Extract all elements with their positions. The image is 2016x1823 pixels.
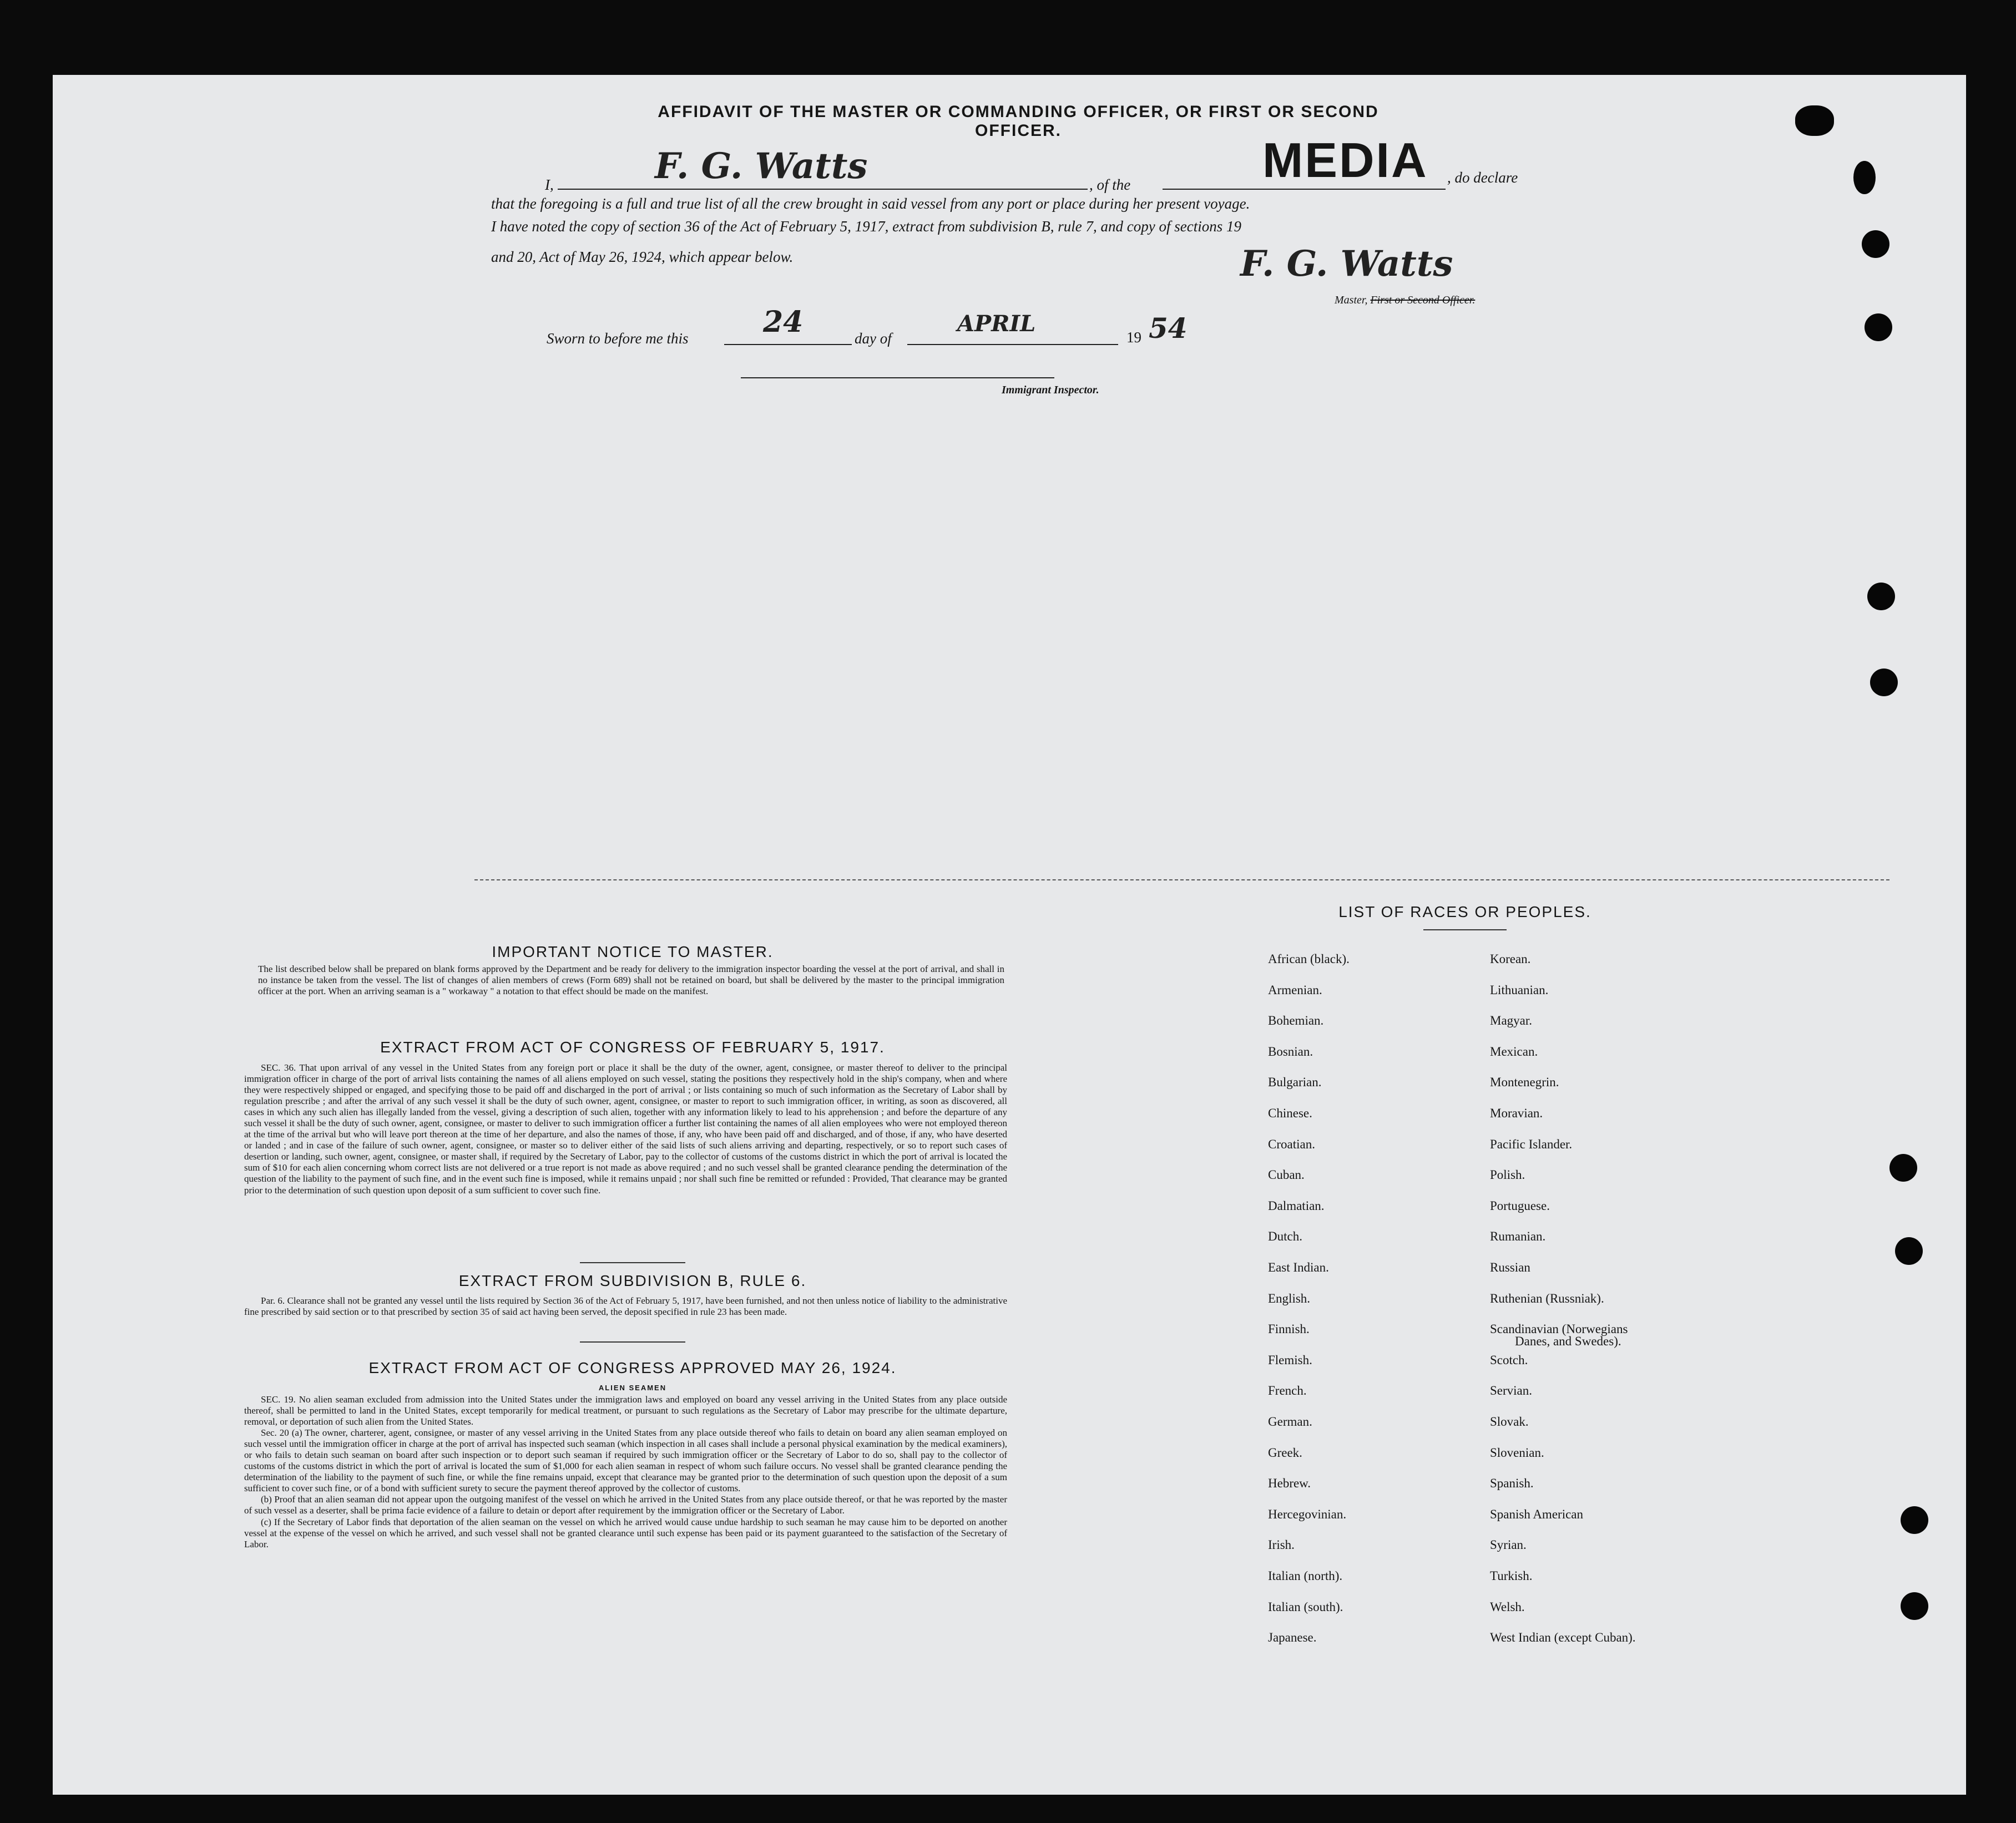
sworn-month-handwritten: APRIL [957, 311, 1036, 337]
race-item: Syrian. [1490, 1538, 1527, 1552]
subdivision-b-title: EXTRACT FROM SUBDIVISION B, RULE 6. [458, 1272, 807, 1289]
subdivision-b-body: Par. 6. Clearance shall not be granted any vessel until the lists required by Section 36 of the Act of February 5, 1917, have been furnished, and not then unless notice of liability to the administrative fine prescribed by said section or to that prescribed by section 35 of said act having been served, the deposit specified in rule 23 has been made. [244, 1295, 1007, 1318]
master-signature: F. G. Watts [1240, 243, 1453, 285]
race-item: Portuguese. [1490, 1198, 1550, 1213]
races-title-underline [1423, 929, 1507, 930]
race-item: Hercegovinian. [1268, 1507, 1347, 1521]
section-divider [580, 1341, 685, 1343]
extract-1917-body: SEC. 36. That upon arrival of any vessel in the United States from any foreign port or place it shall be the duty of the owner, agent, consignee, or master thereof to deliver to the principal immigration officer in charge of the port of arrival lists containing the names of all aliens employed on such vessel, stating the positions they respectively hold in the ship's company, when and where they were respectively shipped or engaged, and specifying those to be paid off and discharged in the port of arrival ; or lists containing so much of such information as the Secretary of Labor shall by regulation prescribe ; and after the arrival of any such vessel it shall be the duty of such owner, agent, consignee, or master to report to such immigration officer, in writing, as soon as discovered, all cases in which any such alien has illegally landed from the vessel, giving a description of such alien, together with any information likely to lead to his apprehension ; and before the departure of any such vessel it shall be the duty of such owner, agent, consignee, or master to deliver to such immigration officer a further list containing the names of all alien employees who were not employed thereon at the time of the arrival but who will leave port thereon at the time of her departure, and also the names of those, if any, who have been paid off and discharged, and of those, if any, who have deserted or landed ; and in case of the failure of such owner, agent, consignee, or master so to deliver either of the said lists of such aliens arriving and departing, respectively, or so to report such cases of desertion or landing, such owner, agent, consignee, or master shall, if required by the Secretary of Labor, pay to the collector of customs of the customs district in which the port of arrival is located the sum of $10 for each alien concerning whom correct lists are not delivered or a true report is not made as above required ; and no such vessel shall be granted clearance pending the determination of the question of the liability to the payment of such fine, and in the event such fine is imposed, while it remains unpaid ; nor shall such fine be remitted or refunded : Provided, That clearance may be granted prior to the determination of such question upon deposit of a sum sufficient to cover such fine. [244, 1062, 1007, 1196]
race-item: Armenian. [1268, 983, 1322, 997]
race-item: Rumanian. [1490, 1229, 1546, 1244]
race-item: Moravian. [1490, 1106, 1543, 1120]
race-item: West Indian (except Cuban). [1490, 1630, 1636, 1645]
race-item: Dutch. [1268, 1229, 1302, 1244]
notice-body: The list described below shall be prepared on blank forms approved by the Department and be ready for delivery to the immigration inspector boarding the vessel at the port of arrival, and shall in no instance be taken from the vessel. The list of changes of alien members of crews (Form 689) shall not be retained on board, but shall be delivered by the master to the principal immigration officer at the port. When an arriving seaman is a " workaway " a notation to that effect should be made on the manifest. [258, 964, 1004, 997]
vessel-name-line [1163, 189, 1446, 190]
race-item: Scandinavian (Norwegians [1490, 1322, 1628, 1336]
race-item: Polish. [1490, 1168, 1525, 1182]
race-item: Servian. [1490, 1384, 1533, 1398]
race-item: Finnish. [1268, 1322, 1310, 1336]
race-item: Spanish. [1490, 1476, 1534, 1491]
master-name-line [558, 189, 1088, 190]
signature-caption-struck: First or Second Officer. [1370, 294, 1476, 306]
extract-1917-title: EXTRACT FROM ACT OF CONGRESS OF FEBRUARY 5, 1917. [380, 1039, 885, 1056]
extract-1924-subtitle: ALIEN SEAMEN [598, 1384, 667, 1392]
race-item: Scotch. [1490, 1353, 1528, 1367]
sworn-month-line [907, 344, 1118, 345]
race-item: Slovak. [1490, 1415, 1529, 1429]
race-item: French. [1268, 1384, 1307, 1398]
race-item: Slovenian. [1490, 1445, 1544, 1460]
race-item: Pacific Islander. [1490, 1137, 1573, 1151]
punch-hole [1895, 1237, 1923, 1265]
race-item: Lithuanian. [1490, 983, 1549, 997]
day-of-label: day of [855, 330, 892, 347]
race-item: English. [1268, 1291, 1311, 1305]
signature-caption [1335, 294, 1475, 307]
extract-1924-sections [244, 1394, 1007, 1550]
race-item: Mexican. [1490, 1044, 1538, 1059]
signature-caption-master: Master, [1335, 294, 1368, 306]
punch-hole [1867, 583, 1895, 610]
race-item: Welsh. [1490, 1599, 1525, 1614]
section-divider [580, 1262, 685, 1263]
extract-1924-sec20b: (b) Proof that an alien seaman did not appear upon the outgoing manifest of the vessel on which he arrived in the United States from any place outside thereof, or that he was reported by the master of such vessel as a deserter, shall be prima facie evidence of a failure to detain or deport after requirement by the immigration officer or the Secretary of Labor. [244, 1494, 1007, 1516]
race-item: Irish. [1268, 1538, 1295, 1552]
race-item: Flemish. [1268, 1353, 1312, 1367]
race-item: Korean. [1490, 952, 1531, 966]
race-item: Bosnian. [1268, 1044, 1313, 1059]
race-item: Chinese. [1268, 1106, 1312, 1120]
race-item: Ruthenian (Russniak). [1490, 1291, 1604, 1305]
race-item: Italian (south). [1268, 1599, 1343, 1614]
race-item: Spanish American [1490, 1507, 1583, 1521]
inspector-signature-line [741, 377, 1054, 378]
extract-1924-sec19: SEC. 19. No alien seaman excluded from admission into the United States under the immigration laws and employed on board any vessel arriving in the United States from any place outside thereof, shall be permitted to land in the United States, except temporarily for medical treatment, or pursuant to such regulations as the Secretary of Labor may prescribe for the ultimate departure, removal, or deportation of such alien from the United States. [244, 1394, 1007, 1427]
punch-hole [1870, 669, 1898, 696]
race-item: Russian [1490, 1260, 1530, 1274]
punch-hole [1901, 1506, 1928, 1534]
races-title: LIST OF RACES OR PEOPLES. [1338, 903, 1591, 920]
punch-hole [1865, 313, 1892, 341]
extract-1924-title: EXTRACT FROM ACT OF CONGRESS APPROVED MAY 26, 1924. [368, 1359, 897, 1376]
race-item: Cuban. [1268, 1168, 1305, 1182]
year-handwritten: 54 [1149, 312, 1188, 345]
year-prefix: 19 [1126, 329, 1141, 346]
race-item: Croatian. [1268, 1137, 1315, 1151]
affidavit-i-label: I, [545, 176, 554, 193]
race-item: Montenegrin. [1490, 1075, 1559, 1090]
race-item: German. [1268, 1415, 1312, 1429]
sworn-day-handwritten: 24 [763, 305, 804, 339]
vessel-name: MEDIA [1262, 133, 1428, 188]
master-name-handwritten: F. G. Watts [655, 145, 868, 187]
race-item: Hebrew. [1268, 1476, 1311, 1491]
punch-hole [1901, 1592, 1928, 1620]
punch-hole [1862, 230, 1889, 258]
race-item-continuation: Danes, and Swedes). [1515, 1334, 1621, 1348]
declaration-line-3: I have noted the copy of section 36 of the Act of February 5, 1917, extract from subdivision B, rule 7, and copy of sections 19 [491, 218, 1241, 235]
race-item: Japanese. [1268, 1630, 1317, 1645]
race-item: East Indian. [1268, 1260, 1329, 1274]
sworn-label: Sworn to before me this [547, 330, 689, 347]
extract-1924-sec20a: Sec. 20 (a) The owner, charterer, agent, consignee, or master of any vessel arriving in the United States from any place outside thereof who fails to detain on board any alien seaman employed on such vessel until the immigration officer in charge at the port of arrival has inspected such seaman (which inspection in all cases shall include a personal physical examination by the medical examiners), or who fails to detain such seaman on board after such inspection or to deport such seaman if required by such immigration officer or the Secretary of Labor to do so, shall pay to the collector of customs of the customs district in which the port of arrival is located the sum of $1,000 for each alien seaman in respect of whom such failure occurs. No vessel shall be granted clearance pending the determination of the liability to the payment of such fine, or while the fine remains unpaid, except that clearance may be granted prior to the determination of such question upon the deposit of a sum sufficient to cover such fine, or of a bond with sufficient surety to secure the payment thereof approved by the collector of customs. [244, 1427, 1007, 1494]
race-item: Italian (north). [1268, 1569, 1343, 1583]
extract-1924-sec20c: (c) If the Secretary of Labor finds that deportation of the alien seaman on the vessel on which he arrived would cause undue hardship to such seaman he may cause him to be deported on another vessel at the expense of the vessel on which he arrived, and such vessel shall not be granted clearance until such expense has been paid or its payment guaranteed to the satisfaction of the Secretary of Labor. [244, 1516, 1007, 1549]
race-item: African (black). [1268, 952, 1350, 966]
inspector-caption: Immigrant Inspector. [1002, 384, 1099, 396]
race-item: Greek. [1268, 1445, 1302, 1460]
affidavit-title: AFFIDAVIT OF THE MASTER OR COMMANDING OFFICER, OR FIRST OR SECOND OFFICER. [658, 103, 1379, 140]
declaration-line-2: that the foregoing is a full and true list of all the crew brought in said vessel from any port or place during her present voyage. [491, 195, 1250, 212]
notice-title: IMPORTANT NOTICE TO MASTER. [492, 943, 774, 960]
of-the-label: , of the [1089, 176, 1131, 193]
do-declare-label: , do declare [1447, 169, 1518, 186]
sworn-day-line [724, 344, 852, 345]
race-item: Magyar. [1490, 1014, 1533, 1028]
race-item: Bohemian. [1268, 1014, 1324, 1028]
race-item: Turkish. [1490, 1569, 1533, 1583]
race-item: Bulgarian. [1268, 1075, 1322, 1090]
fold-line [474, 879, 1889, 880]
punch-hole [1889, 1154, 1917, 1182]
punch-hole [1853, 161, 1876, 194]
ink-blot [1795, 105, 1834, 136]
race-item: Dalmatian. [1268, 1198, 1325, 1213]
declaration-line-4: and 20, Act of May 26, 1924, which appear below. [491, 249, 794, 265]
